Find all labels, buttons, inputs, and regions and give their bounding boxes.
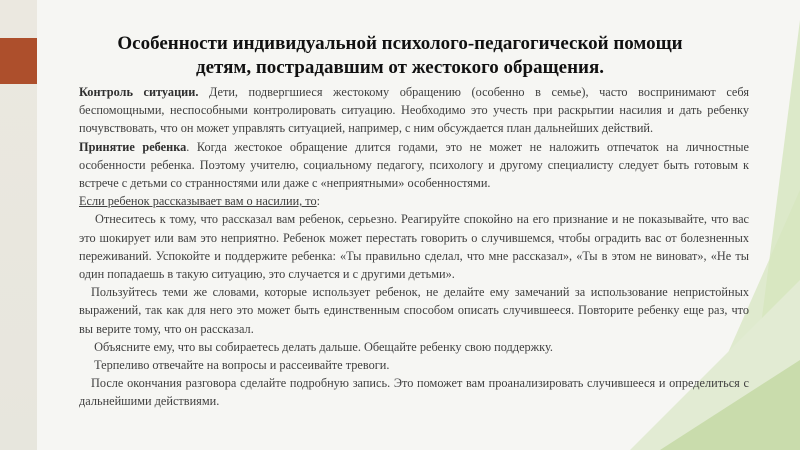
bullet-text: Объясните ему, что вы собираетесь делать дальше. Обещайте ребенку свою поддержку.	[91, 339, 553, 354]
control-text: Дети, подвергшиеся жестокому обращению (особенно в семье), часто воспринимают себя беспомощными, неспособными контролировать ситуацию. Необходимо это учесть при раскрытии насилия и дать ребенку почувствовать, что он может управлять ситуацией, например, с ним обсуждается план дальнейших действий.	[79, 85, 750, 136]
title-line-2: детям, пострадавшим от жестокого обращения.	[195, 57, 605, 78]
disclosure-lead-suffix: :	[316, 194, 321, 209]
slide-title	[90, 32, 710, 80]
title-line-1: Особенности индивидуальной психолого-педагогической помощи	[117, 33, 683, 54]
control-paragraph	[79, 83, 749, 138]
bullet-item	[79, 283, 749, 338]
bullet-text: Отнеситесь к тому, что рассказал вам ребенок, серьезно. Реагируйте спокойно на его признание и не показывайте, что вас это шокирует или вам это неприятно. Ребенок может перестать говорить о случившемся, чтобы оградить вас от болезненных переживаний. Успокойте и поддержите ребенка: «Ты правильно сделал, что мне рассказал», «Ты в этом не виноват», «Не ты один попадаешь в такую ситуацию, это случается и с другими детьми».	[79, 212, 749, 282]
slide-body	[79, 83, 749, 411]
acceptance-paragraph	[79, 138, 749, 193]
bullet-item	[79, 374, 749, 410]
bullet-text: После окончания разговора сделайте подробную запись. Это поможет вам проанализировать случившееся и определиться с дальнейшими действиями.	[79, 376, 749, 409]
bullet-text: Пользуйтесь теми же словами, которые использует ребенок, не делайте ему замечаний за использование непристойных выражений, так как для него это может быть единственным способом описать случившееся. Повторите ребенку еще раз, что вы верите тому, что он рассказал.	[79, 285, 749, 336]
acceptance-heading: Принятие ребенка	[79, 139, 187, 154]
bullet-item	[79, 210, 749, 283]
control-heading: Контроль ситуации.	[79, 85, 199, 99]
disclosure-lead-text: Если ребенок рассказывает вам о насилии, то	[79, 194, 317, 209]
accent-square	[0, 38, 37, 84]
disclosure-lead	[79, 192, 749, 210]
acceptance-text: . Когда жестокое обращение длится годами, это не может не наложить отпечаток на личностные особенности ребенка. Поэтому учителю, социальному педагогу, психологу и другому специалисту следует быть готовым к встрече с детьми со странностями или даже с «неприятными» особенностями.	[79, 139, 749, 191]
bullet-item	[79, 356, 749, 374]
bullet-text: Терпеливо отвечайте на вопросы и рассеивайте тревоги.	[91, 358, 390, 373]
bullet-item	[79, 338, 749, 356]
